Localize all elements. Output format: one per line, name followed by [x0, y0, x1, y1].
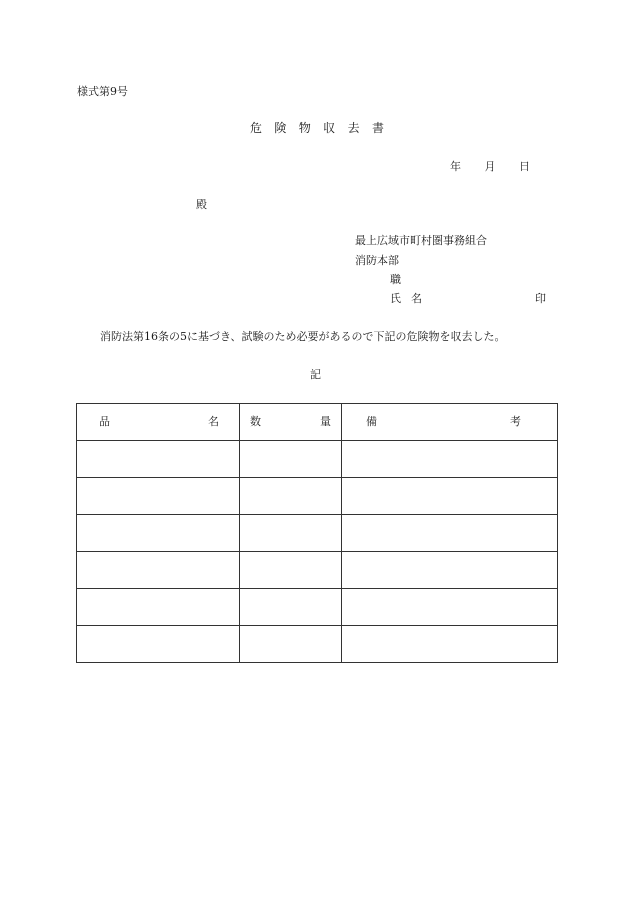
seal-mark: 印	[535, 292, 546, 305]
table-row	[77, 515, 558, 552]
table-row	[77, 626, 558, 663]
date-month-label: 月	[484, 160, 496, 173]
issuer-department: 消防本部	[355, 254, 399, 267]
title-char: 去	[347, 121, 360, 135]
quantity-cell[interactable]	[240, 589, 342, 626]
remarks-cell[interactable]	[342, 589, 558, 626]
header-remarks	[342, 404, 558, 441]
title-char: 収	[323, 121, 336, 135]
item-name-cell[interactable]	[77, 589, 240, 626]
name-label-char: 名	[411, 292, 422, 305]
form-number: 様式第9号	[77, 85, 128, 98]
remarks-cell[interactable]	[342, 552, 558, 589]
ki-heading: 記	[310, 368, 321, 381]
item-name-cell[interactable]	[77, 552, 240, 589]
title-char: 危	[250, 121, 263, 135]
header-char: 考	[510, 415, 521, 428]
table-header-row	[77, 404, 558, 441]
quantity-cell[interactable]	[240, 515, 342, 552]
statement-text: 消防法第16条の5に基づき、試験のため必要があるので下記の危険物を収去した。	[100, 330, 506, 343]
quantity-cell[interactable]	[240, 626, 342, 663]
item-name-cell[interactable]	[77, 441, 240, 478]
header-char: 名	[208, 415, 219, 428]
document-title	[250, 121, 384, 135]
table-row	[77, 478, 558, 515]
header-char: 備	[366, 415, 377, 428]
title-char: 物	[298, 121, 311, 135]
header-item-name	[77, 404, 240, 441]
title-char: 険	[274, 121, 287, 135]
remarks-cell[interactable]	[342, 515, 558, 552]
item-name-cell[interactable]	[77, 478, 240, 515]
remarks-cell[interactable]	[342, 626, 558, 663]
issuer-name-label	[390, 292, 422, 306]
quantity-cell[interactable]	[240, 441, 342, 478]
name-label-char: 氏	[390, 292, 401, 305]
quantity-cell[interactable]	[240, 552, 342, 589]
date-year-label: 年	[450, 160, 461, 173]
quantity-cell[interactable]	[240, 478, 342, 515]
header-char: 量	[320, 415, 331, 428]
table-row	[77, 441, 558, 478]
header-quantity	[240, 404, 342, 441]
date-line	[450, 160, 530, 174]
item-name-cell[interactable]	[77, 515, 240, 552]
issuer-position-label: 職	[390, 273, 401, 286]
title-char: 書	[371, 121, 384, 135]
remarks-cell[interactable]	[342, 441, 558, 478]
header-char: 品	[99, 415, 110, 428]
items-table	[76, 403, 558, 663]
remarks-cell[interactable]	[342, 478, 558, 515]
item-name-cell[interactable]	[77, 626, 240, 663]
table-row	[77, 552, 558, 589]
issuer-organization: 最上広域市町村圏事務組合	[355, 234, 487, 247]
table-row	[77, 589, 558, 626]
addressee-suffix: 殿	[196, 198, 207, 211]
date-day-label: 日	[519, 160, 530, 173]
header-char: 数	[250, 415, 261, 428]
